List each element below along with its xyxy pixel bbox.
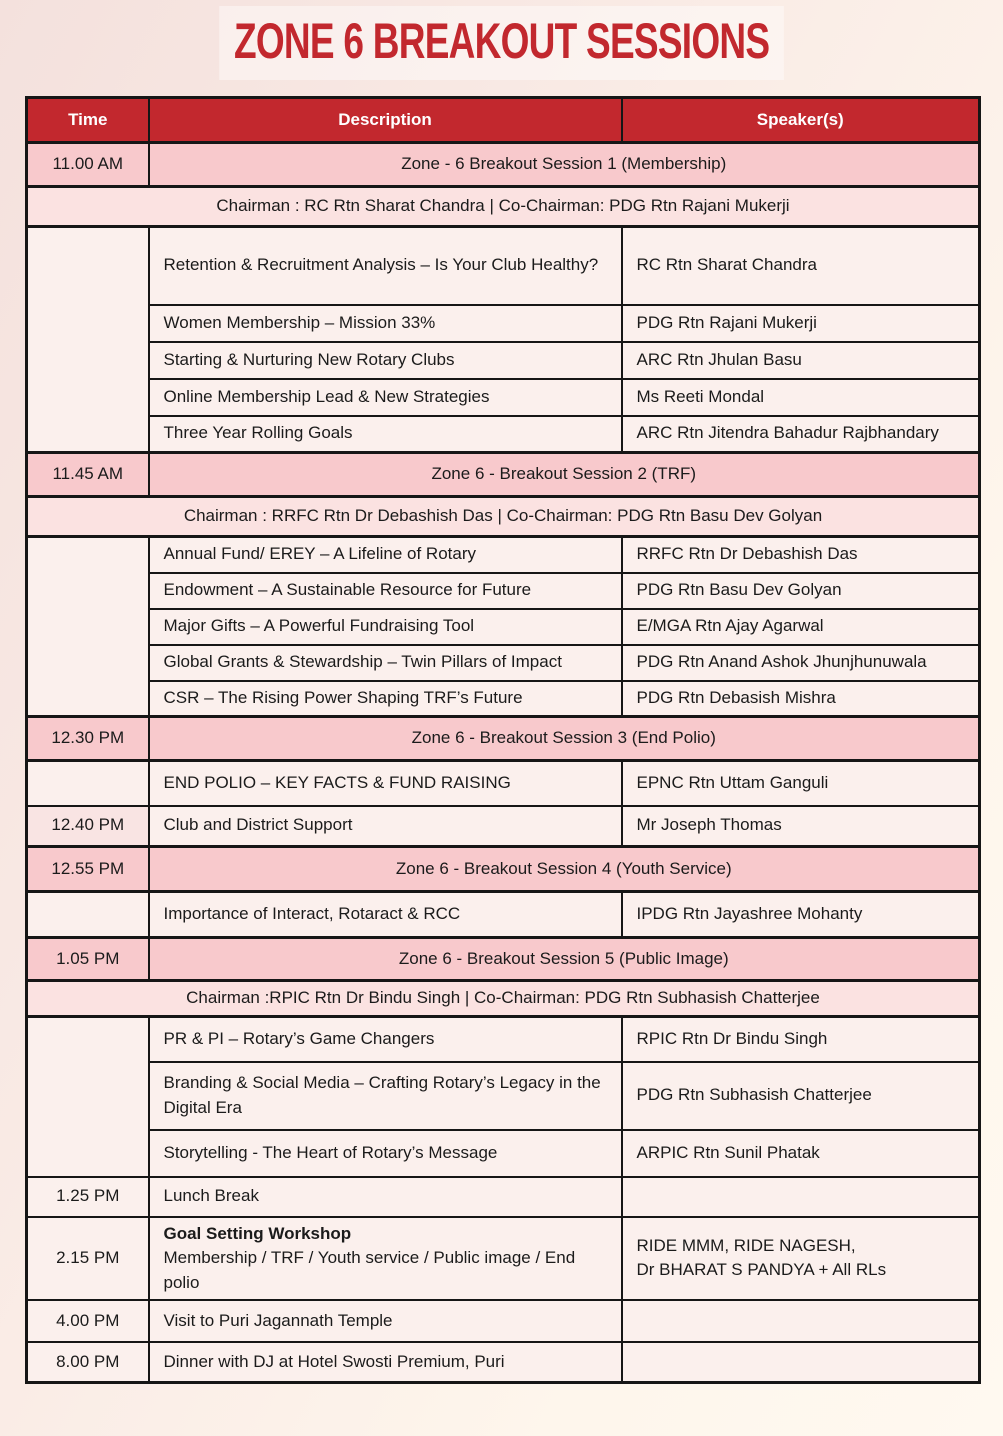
title-background-box <box>219 6 784 80</box>
table-row <box>27 1342 980 1382</box>
description-cell: Storytelling - The Heart of Rotary’s Message <box>149 1130 622 1177</box>
chairman-cell: Chairman : RRFC Rtn Dr Debashish Das | Co-Chairman: PDG Rtn Basu Dev Golyan <box>27 497 980 537</box>
session-title-cell: Zone 6 - Breakout Session 2 (TRF) <box>149 453 980 497</box>
description-cell <box>149 1217 622 1301</box>
session-row <box>27 717 980 761</box>
description-cell: Starting & Nurturing New Rotary Clubs <box>149 342 622 379</box>
table-row <box>27 416 980 453</box>
description-cell: Three Year Rolling Goals <box>149 416 622 453</box>
description-cell: Club and District Support <box>149 806 622 847</box>
time-cell: 4.00 PM <box>27 1300 149 1342</box>
speaker-cell: RPIC Rtn Dr Bindu Singh <box>622 1017 980 1062</box>
header-cell-description: Description <box>149 98 622 143</box>
chairman-cell: Chairman :RPIC Rtn Dr Bindu Singh | Co-Chairman: PDG Rtn Subhasish Chatterjee <box>27 981 980 1017</box>
time-cell: 2.15 PM <box>27 1217 149 1301</box>
speaker-cell: PDG Rtn Subhasish Chatterjee <box>622 1062 980 1130</box>
description-cell: CSR – The Rising Power Shaping TRF’s Future <box>149 681 622 717</box>
speaker-cell: ARC Rtn Jhulan Basu <box>622 342 980 379</box>
session-title-cell: Zone 6 - Breakout Session 4 (Youth Service) <box>149 847 980 892</box>
speaker-cell <box>622 1177 980 1217</box>
table-row <box>27 1217 980 1301</box>
speaker-cell <box>622 1300 980 1342</box>
table-row <box>27 379 980 416</box>
session-title-cell: Zone 6 - Breakout Session 5 (Public Image) <box>149 938 980 981</box>
description-cell: Dinner with DJ at Hotel Swosti Premium, Puri <box>149 1342 622 1382</box>
description-cell: Retention & Recruitment Analysis – Is Your Club Healthy? <box>149 227 622 305</box>
table-row <box>27 1300 980 1342</box>
workshop-topics: Membership / TRF / Youth service / Public image / End polio <box>163 1248 576 1292</box>
speaker-cell: PDG Rtn Rajani Mukerji <box>622 305 980 342</box>
speaker-line: Dr BHARAT S PANDYA + All RLs <box>636 1260 887 1280</box>
speaker-cell: PDG Rtn Basu Dev Golyan <box>622 573 980 609</box>
description-cell: END POLIO – KEY FACTS & FUND RAISING <box>149 761 622 806</box>
speaker-cell: PDG Rtn Anand Ashok Jhunjhunuwala <box>622 645 980 681</box>
speaker-cell: ARC Rtn Jitendra Bahadur Rajbhandary <box>622 416 980 453</box>
time-cell-empty <box>27 892 149 938</box>
speaker-cell: ARPIC Rtn Sunil Phatak <box>622 1130 980 1177</box>
time-cell: 12.55 PM <box>27 847 149 892</box>
time-cell: 12.30 PM <box>27 717 149 761</box>
session-row <box>27 453 980 497</box>
description-cell: Endowment – A Sustainable Resource for Future <box>149 573 622 609</box>
table-row <box>27 305 980 342</box>
title-area <box>0 0 1003 92</box>
speaker-cell: PDG Rtn Debasish Mishra <box>622 681 980 717</box>
time-cell-empty <box>27 761 149 806</box>
session-row <box>27 938 980 981</box>
table-row <box>27 609 980 645</box>
description-cell: Online Membership Lead & New Strategies <box>149 379 622 416</box>
speaker-cell: Ms Reeti Mondal <box>622 379 980 416</box>
description-cell: Annual Fund/ EREY – A Lifeline of Rotary <box>149 537 622 573</box>
time-cell: 1.05 PM <box>27 938 149 981</box>
schedule-table <box>25 96 981 1384</box>
time-cell-empty <box>27 1017 149 1177</box>
table-row <box>27 892 980 938</box>
table-row <box>27 537 980 573</box>
description-cell: Importance of Interact, Rotaract & RCC <box>149 892 622 938</box>
table-row <box>27 573 980 609</box>
speaker-cell: E/MGA Rtn Ajay Agarwal <box>622 609 980 645</box>
session-title-cell: Zone - 6 Breakout Session 1 (Membership) <box>149 143 980 187</box>
time-cell: 11.45 AM <box>27 453 149 497</box>
speaker-line: RIDE MMM, RIDE NAGESH, <box>636 1235 856 1255</box>
speaker-cell: RRFC Rtn Dr Debashish Das <box>622 537 980 573</box>
description-cell: Visit to Puri Jagannath Temple <box>149 1300 622 1342</box>
description-cell: Branding & Social Media – Crafting Rotary’s Legacy in the Digital Era <box>149 1062 622 1130</box>
table-row <box>27 645 980 681</box>
time-cell-empty <box>27 227 149 453</box>
time-cell: 8.00 PM <box>27 1342 149 1382</box>
header-cell-speakers: Speaker(s) <box>622 98 980 143</box>
description-cell: Lunch Break <box>149 1177 622 1217</box>
table-row <box>27 1062 980 1130</box>
workshop-title: Goal Setting Workshop <box>163 1223 352 1243</box>
page-title: ZONE 6 BREAKOUT SESSIONS <box>233 13 770 69</box>
header-cell-time: Time <box>27 98 149 143</box>
table-row <box>27 681 980 717</box>
table-row <box>27 761 980 806</box>
chairman-row <box>27 187 980 227</box>
speaker-cell: IPDG Rtn Jayashree Mohanty <box>622 892 980 938</box>
table-row <box>27 342 980 379</box>
table-row <box>27 1017 980 1062</box>
table-row <box>27 1177 980 1217</box>
session-row <box>27 847 980 892</box>
session-row <box>27 143 980 187</box>
table-row <box>27 1130 980 1177</box>
chairman-row <box>27 981 980 1017</box>
description-cell: Global Grants & Stewardship – Twin Pillars of Impact <box>149 645 622 681</box>
speaker-cell: RC Rtn Sharat Chandra <box>622 227 980 305</box>
time-cell: 11.00 AM <box>27 143 149 187</box>
description-cell: PR & PI – Rotary’s Game Changers <box>149 1017 622 1062</box>
speaker-cell <box>622 1217 980 1301</box>
session-title-cell: Zone 6 - Breakout Session 3 (End Polio) <box>149 717 980 761</box>
time-cell-empty <box>27 537 149 717</box>
table-row <box>27 227 980 305</box>
chairman-cell: Chairman : RC Rtn Sharat Chandra | Co-Chairman: PDG Rtn Rajani Mukerji <box>27 187 980 227</box>
description-cell: Women Membership – Mission 33% <box>149 305 622 342</box>
speaker-cell: EPNC Rtn Uttam Ganguli <box>622 761 980 806</box>
table-row <box>27 806 980 847</box>
description-cell: Major Gifts – A Powerful Fundraising Tool <box>149 609 622 645</box>
header-row <box>27 98 980 143</box>
chairman-row <box>27 497 980 537</box>
time-cell: 12.40 PM <box>27 806 149 847</box>
time-cell: 1.25 PM <box>27 1177 149 1217</box>
speaker-cell <box>622 1342 980 1382</box>
speaker-cell: Mr Joseph Thomas <box>622 806 980 847</box>
